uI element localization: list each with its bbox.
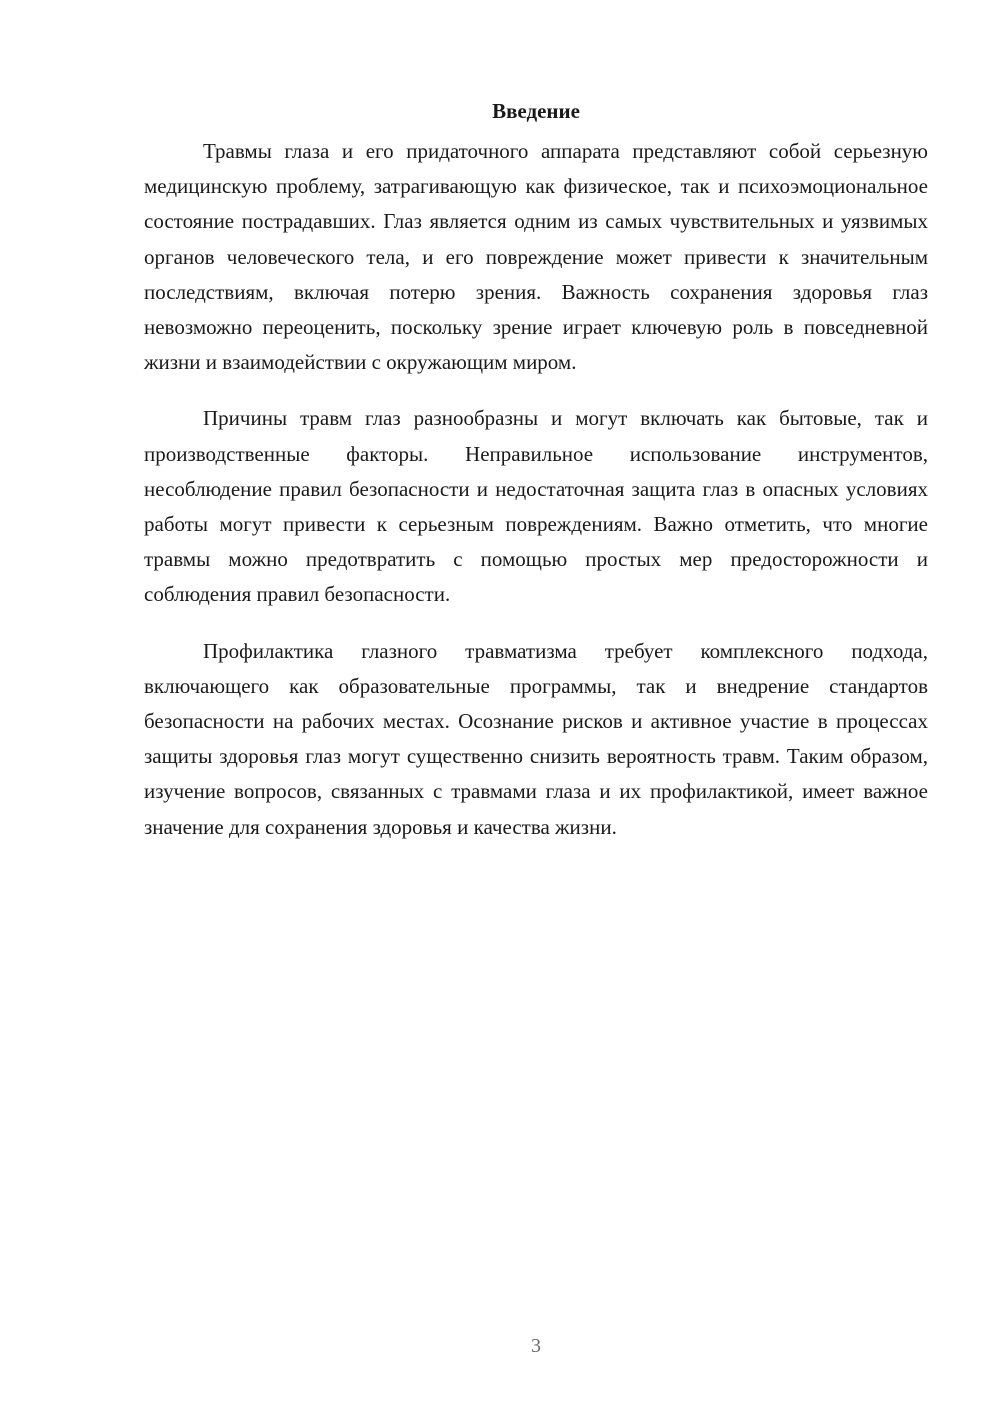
paragraph-3: Профилактика глазного травматизма требует комплексного подхода, включающего как образовательные программы, так и внедрение стандартов безопасности на рабочих местах. Осознание рисков и активное участие в процессах защиты здоровья глаз могут существенно снизить вероятность травм. Таким образом, изучение вопросов, связанных с травмами глаза и их профилактикой, имеет важное значение для сохранения здоровья и качества жизни. xyxy=(144,638,928,839)
paragraph-1: Травмы глаза и его придаточного аппарата представляют собой серьезную медицинскую проблему, затрагивающую как физическое, так и психоэмоциональное состояние пострадавших. Глаз является одним из самых чувствительных и уязвимых органов человеческого тела, и его повреждение может привести к значительным последствиям, включая потерю зрения. Важность сохранения здоровья глаз невозможно переоценить, поскольку зрение играет ключевую роль в повседневной жизни и взаимодействии с окружающим миром. xyxy=(144,139,928,375)
paragraph-2: Причины травм глаз разнообразны и могут включать как бытовые, так и производственные факторы. Неправильное использование инструментов, несоблюдение правил безопасности и недостаточная защита глаз в опасных условиях работы могут привести к серьезным повреждениям. Важно отметить, что многие травмы можно предотвратить с помощью простых мер предосторожности и соблюдения правил безопасности. xyxy=(144,406,928,607)
page-number: 3 xyxy=(531,1335,541,1357)
section-title: Введение xyxy=(492,99,580,123)
page-content xyxy=(144,94,928,845)
